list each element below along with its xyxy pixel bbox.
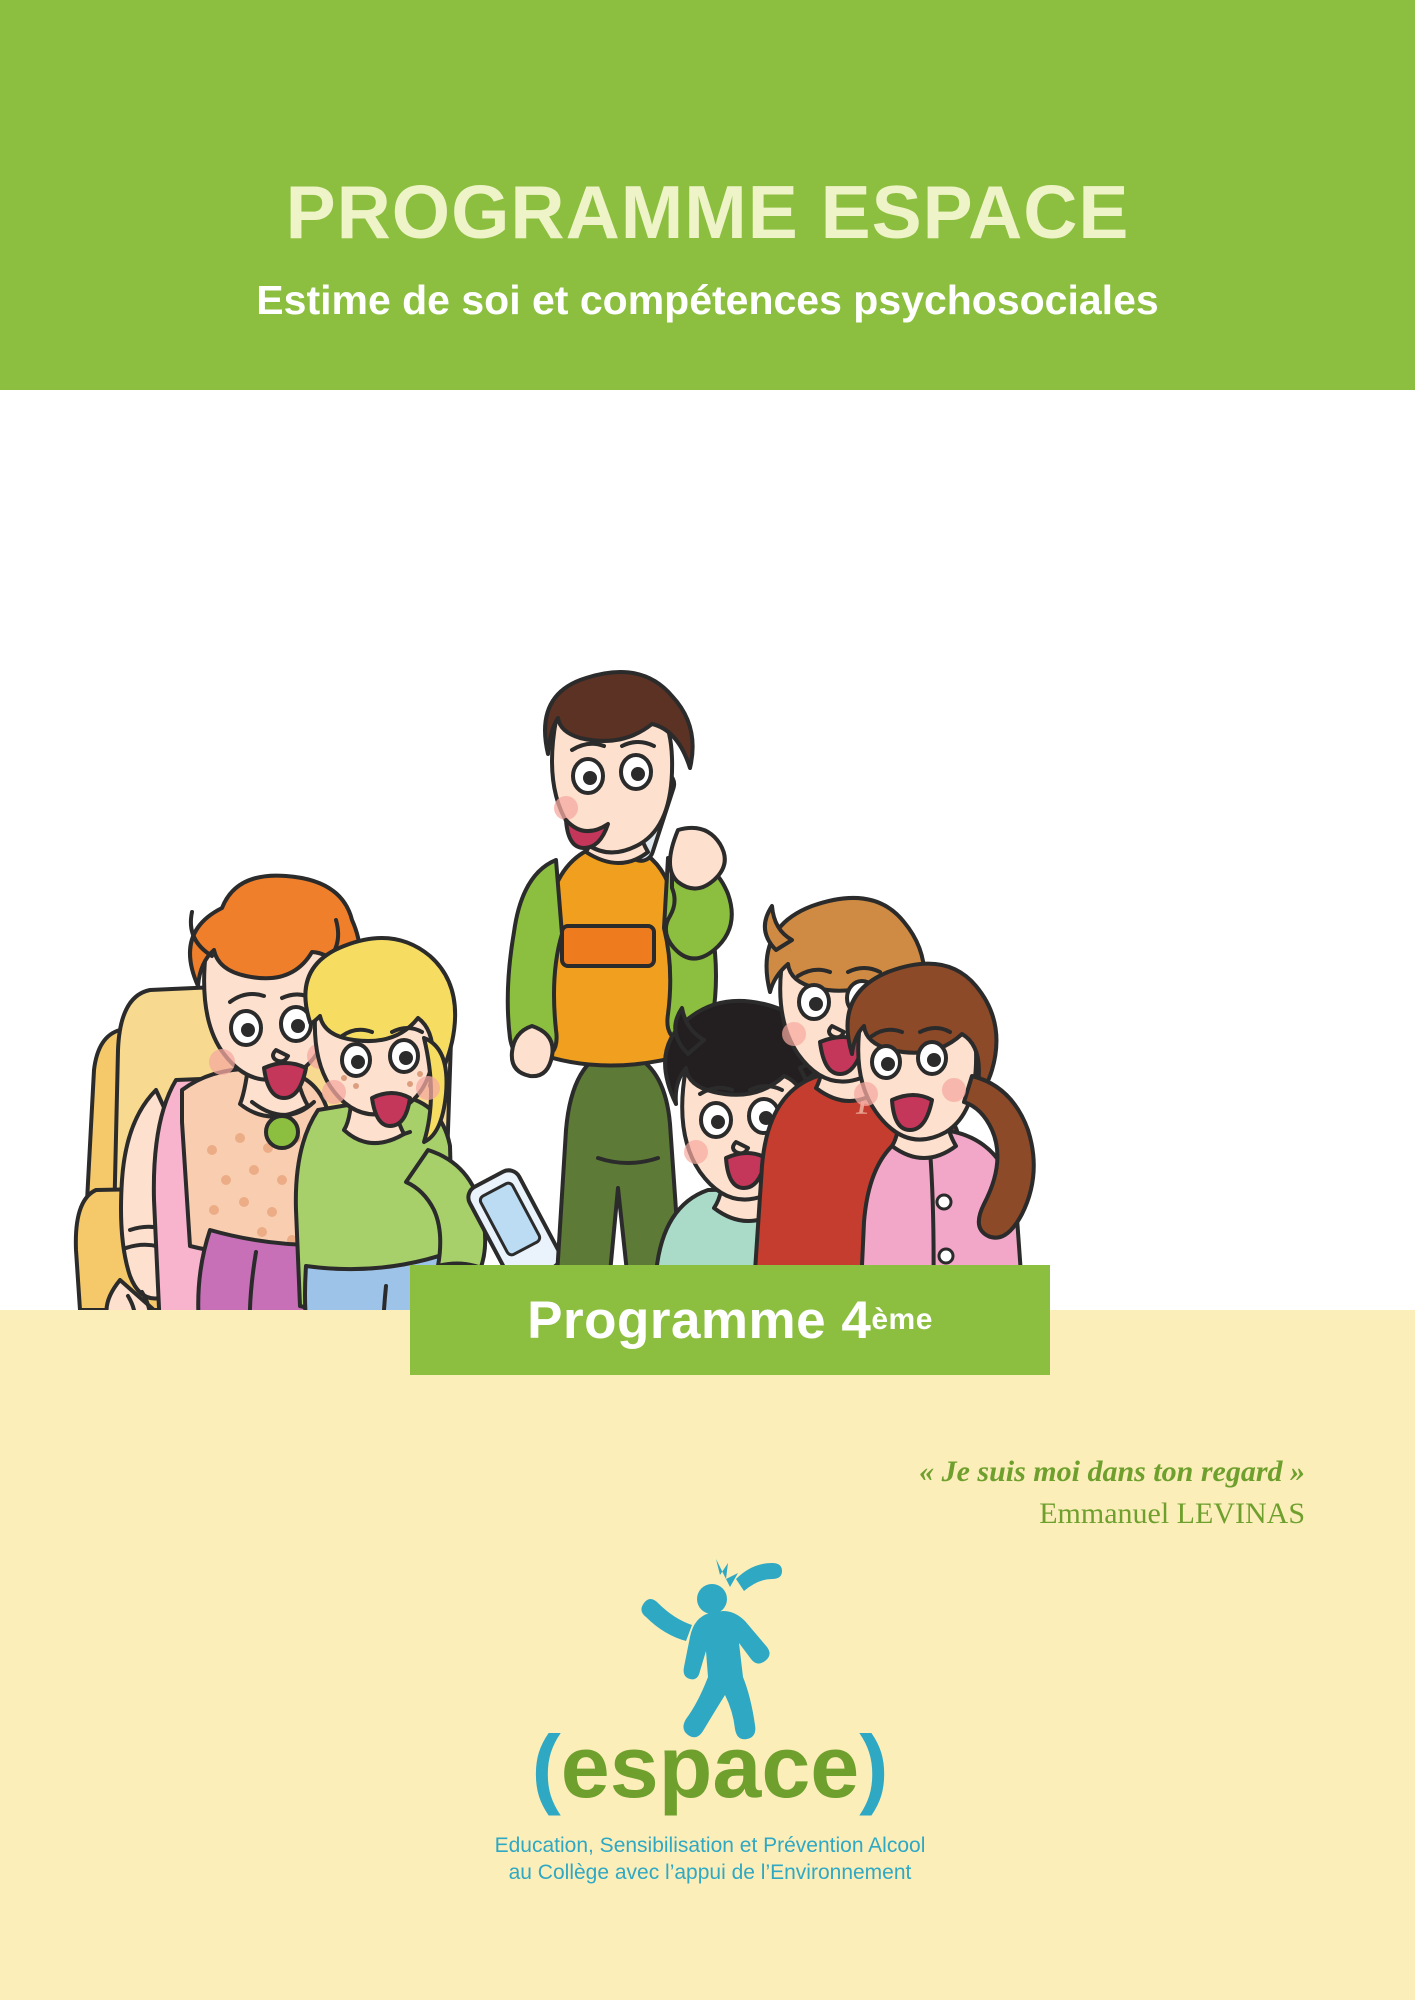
espace-logo: [494, 1555, 926, 1895]
program-ribbon-label: Programme 4 ème: [527, 1290, 933, 1350]
espace-logo-wordmark: [530, 1717, 890, 1816]
logo-word: espace: [560, 1717, 860, 1816]
quote-author: Emmanuel LEVINAS: [1039, 1497, 1305, 1530]
page-subtitle: Estime de soi et compétences psychosociales: [256, 277, 1159, 323]
cover-illustration: [0, 390, 1415, 1310]
program-ribbon: [410, 1265, 1050, 1375]
tagline-line-2: au Collège avec l’appui de l’Environnement: [508, 1860, 912, 1884]
espace-logo-tagline: [440, 1833, 980, 1887]
page-title: PROGRAMME ESPACE: [285, 170, 1130, 254]
tagline-line-1: Education, Sensibilisation et Prévention Alcool: [494, 1834, 926, 1857]
program-ribbon-main: Programme 4: [527, 1290, 872, 1350]
logo-paren-close: ): [859, 1717, 889, 1816]
teenagers-group-illustration-svg: [0, 390, 1415, 1310]
logo-paren-open: (: [531, 1717, 561, 1816]
quote-text: « Je suis moi dans ton regard »: [919, 1455, 1305, 1488]
